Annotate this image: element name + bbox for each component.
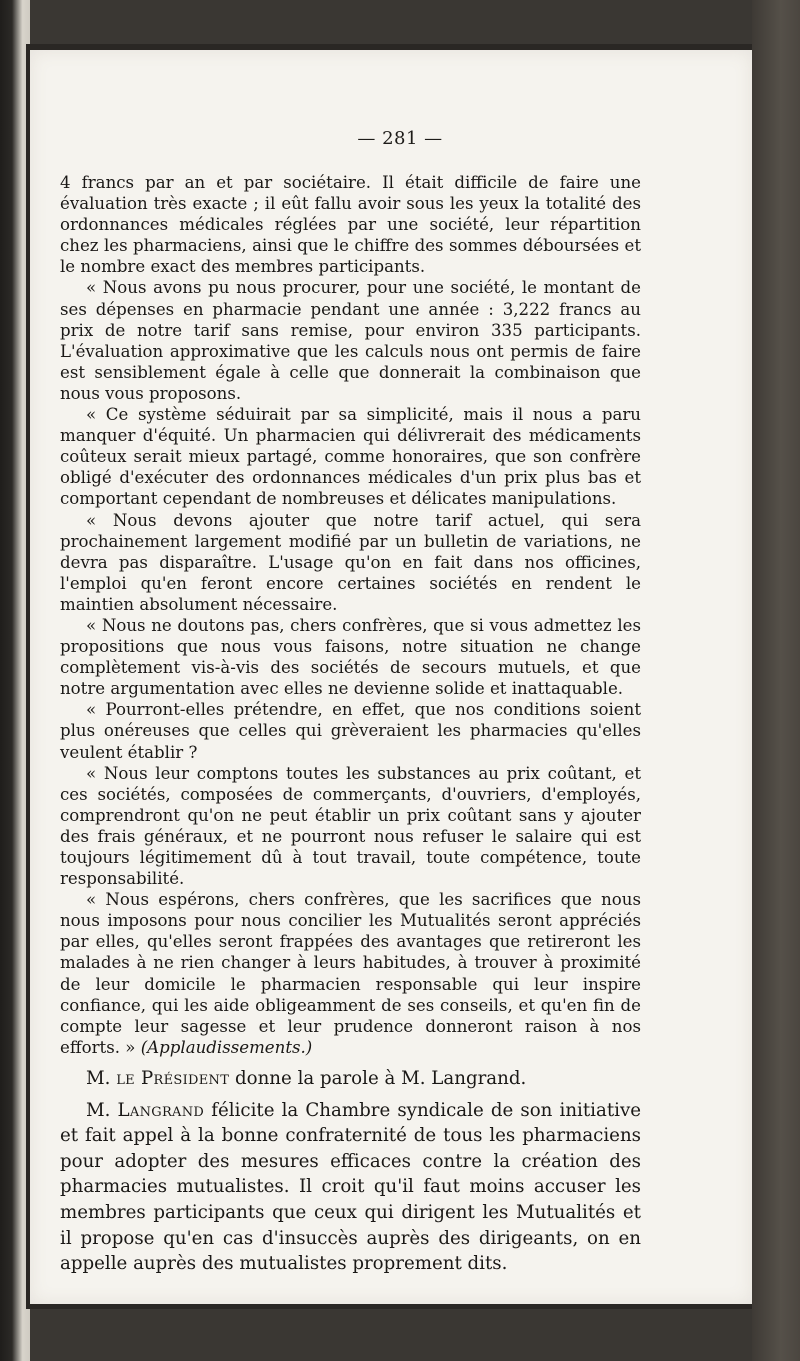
president-rest: donne la parole à M. Langrand. — [229, 1067, 527, 1089]
paragraph-3: « Ce système séduirait par sa simplicité, mais il nous a paru manquer d'équité. Un pharmacien qui délivrerait des médicaments coûteux serait mieux partagé, comme honoraires, que son confrère obligé d'exécuter des ordonnances médicales d'un prix plus bas et comportant cependant de nombreuses et délicates manipulations. — [60, 405, 641, 509]
paragraph-7: « Nous leur comptons toutes les substances au prix coûtant, et ces sociétés, composées de commerçants, d'ouvriers, d'employés, comprendront qu'on ne peut établir un prix coûtant sans y ajouter des frais généraux, et ne pourront nous refuser le salaire qui est toujours légitimement dû à tout travail, toute compétence, toute responsabilité. — [60, 763, 641, 889]
paragraph-8 — [60, 889, 641, 1058]
report-quotation — [60, 172, 641, 1058]
paragraph-1: 4 francs par an et par sociétaire. Il était difficile de faire une évaluation très exacte ; il eût fallu avoir sous les yeux la totalité des ordonnances médicales réglées par une société, leur répartition chez les pharmaciens, ainsi que le chiffre des sommes déboursées et le nombre exact des membres participants. — [60, 173, 641, 277]
langrand-prefix: M. — [86, 1099, 118, 1121]
president-prefix: M. — [86, 1067, 117, 1089]
langrand-name: Langrand — [117, 1099, 205, 1121]
paragraph-2: « Nous avons pu nous procurer, pour une société, le montant de ses dépenses en pharmacie pendant une année : 3,222 francs au prix de notre tarif sans remise, pour environ 335 participants. L'évaluation approximative que les calculs nous ont permis de faire est sensiblement égale à celle que donnerait la combinaison que nous vous proposons. — [60, 278, 641, 403]
langrand-paragraph — [60, 1098, 641, 1277]
page-number: — 281 — — [357, 128, 443, 149]
paragraph-5: « Nous ne doutons pas, chers confrères, que si vous admettez les propositions que nous vous faisons, notre situation ne change complètement vis-à-vis des sociétés de secours mutuels, et que notre argumentation avec elles ne devienne solide et inattaquable. — [60, 615, 641, 699]
scan-background — [752, 0, 800, 1361]
president-line — [60, 1066, 641, 1092]
langrand-rest: félicite la Chambre syndicale de son initiative et fait appel à la bonne confraternité de tous les pharmaciens pour adopter des mesures efficaces contre la création des pharmacies mutualistes. Il croit qu'il faut moins accuser les membres participants que ceux qui dirigent les Mutualités et il propose qu'en cas d'insuccès auprès des dirigeants, on en appelle auprès des mutualistes proprement dits. — [60, 1099, 641, 1275]
president-title: le Président — [116, 1067, 230, 1089]
page-body — [60, 172, 641, 1277]
paragraph-4: « Nous devons ajouter que notre tarif actuel, qui sera prochainement largement modifié par un bulletin de variations, ne devra pas disparaître. L'usage qu'on en fait dans nos officines, l'emploi qu'en feront encore certaines sociétés en rendent le maintien absolument nécessaire. — [60, 510, 641, 614]
paragraph-6: « Pourront-elles prétendre, en effet, que nos conditions soient plus onéreuses que celles qui grèveraient les pharmacies qu'elles veulent établir ? — [60, 700, 641, 762]
applause-note: (Applaudissements.) — [140, 1037, 313, 1057]
paragraph-8-text: « Nous espérons, chers confrères, que les sacrifices que nous nous imposons pour nous concilier les Mutualités seront appréciés par elles, qu'elles seront frappées des avantages que retireront les malades à ne rien changer à leurs habitudes, à trouver à proximité de leur domicile le pharmacien responsable qui leur inspire confiance, qui les aide obligeamment de ses conseils, et qu'en fin de compte leur sagesse et leur prudence donneront raison à nos efforts. » — [60, 890, 641, 1057]
minutes-section — [60, 1066, 641, 1277]
